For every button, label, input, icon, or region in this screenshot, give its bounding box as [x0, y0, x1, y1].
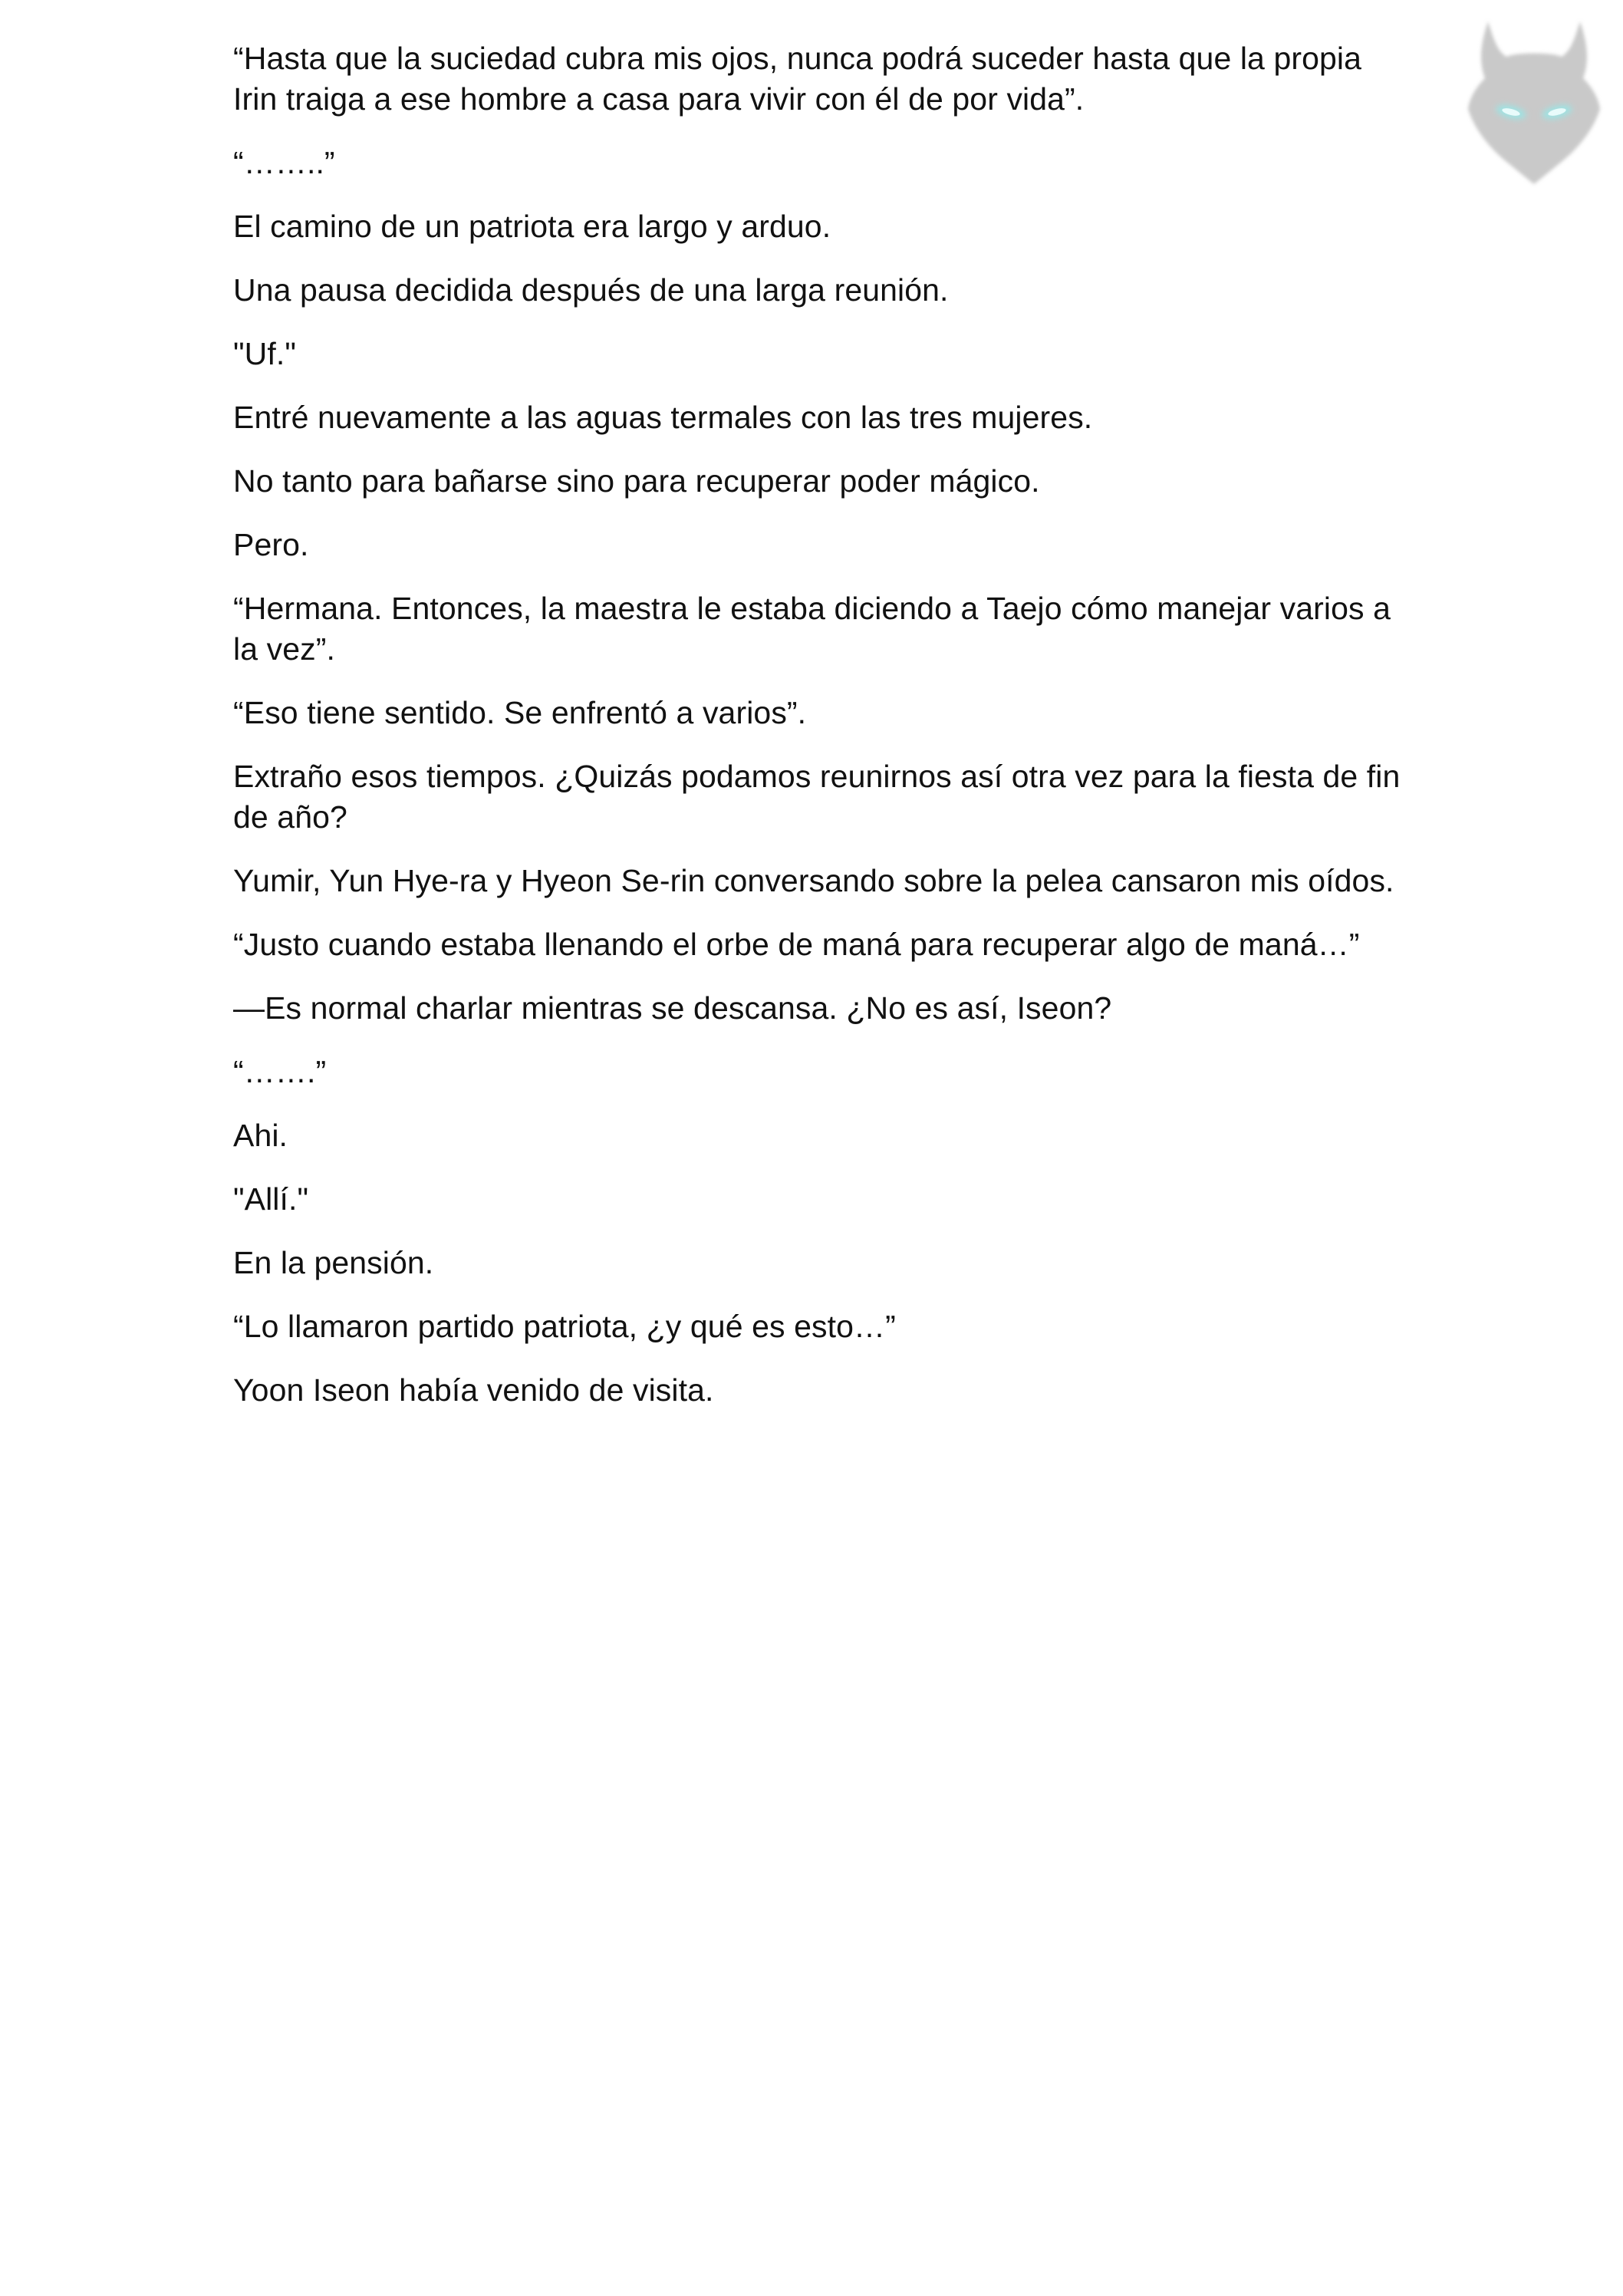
- paragraph: “Hasta que la suciedad cubra mis ojos, nunca podrá suceder hasta que la propia Irin traiga a ese hombre a casa para vivir con él de por vida”.: [233, 41, 1362, 117]
- logo-head-shape: [1468, 21, 1600, 184]
- paragraph: El camino de un patriota era largo y arduo.: [233, 209, 831, 244]
- paragraph: "Allí.": [233, 1181, 309, 1217]
- paragraph: “…….”: [233, 1054, 327, 1089]
- paragraph: —Es normal charlar mientras se descansa. ¿No es así, Iseon?: [233, 990, 1112, 1026]
- paragraph: Ahi.: [233, 1118, 288, 1153]
- paragraph: Yumir, Yun Hye-ra y Hyeon Se-rin conversando sobre la pelea cansaron mis oídos.: [233, 863, 1394, 898]
- paragraph: “Justo cuando estaba llenando el orbe de maná para recuperar algo de maná…”: [233, 927, 1360, 962]
- paragraph: “Hermana. Entonces, la maestra le estaba diciendo a Taejo cómo manejar varios a la vez”.: [233, 591, 1391, 667]
- paragraph: Extraño esos tiempos. ¿Quizás podamos reunirnos así otra vez para la fiesta de fin de año?: [233, 759, 1401, 835]
- paragraph: Yoon Iseon había venido de visita.: [233, 1372, 714, 1408]
- paragraph: “Eso tiene sentido. Se enfrentó a varios”.: [233, 695, 807, 730]
- paragraph: "Uf.": [233, 336, 296, 371]
- paragraph: No tanto para bañarse sino para recuperar poder mágico.: [233, 463, 1040, 499]
- paragraph: En la pensión.: [233, 1245, 434, 1280]
- paragraph: “……..”: [233, 145, 335, 180]
- paragraph: Una pausa decidida después de una larga reunión.: [233, 272, 949, 308]
- demon-head-icon: [1457, 14, 1611, 190]
- paragraph: Entré nuevamente a las aguas termales con las tres mujeres.: [233, 400, 1093, 435]
- paragraph: Pero.: [233, 527, 309, 562]
- paragraph: “Lo llamaron partido patriota, ¿y qué es esto…”: [233, 1309, 896, 1344]
- document-body: [233, 38, 1401, 1434]
